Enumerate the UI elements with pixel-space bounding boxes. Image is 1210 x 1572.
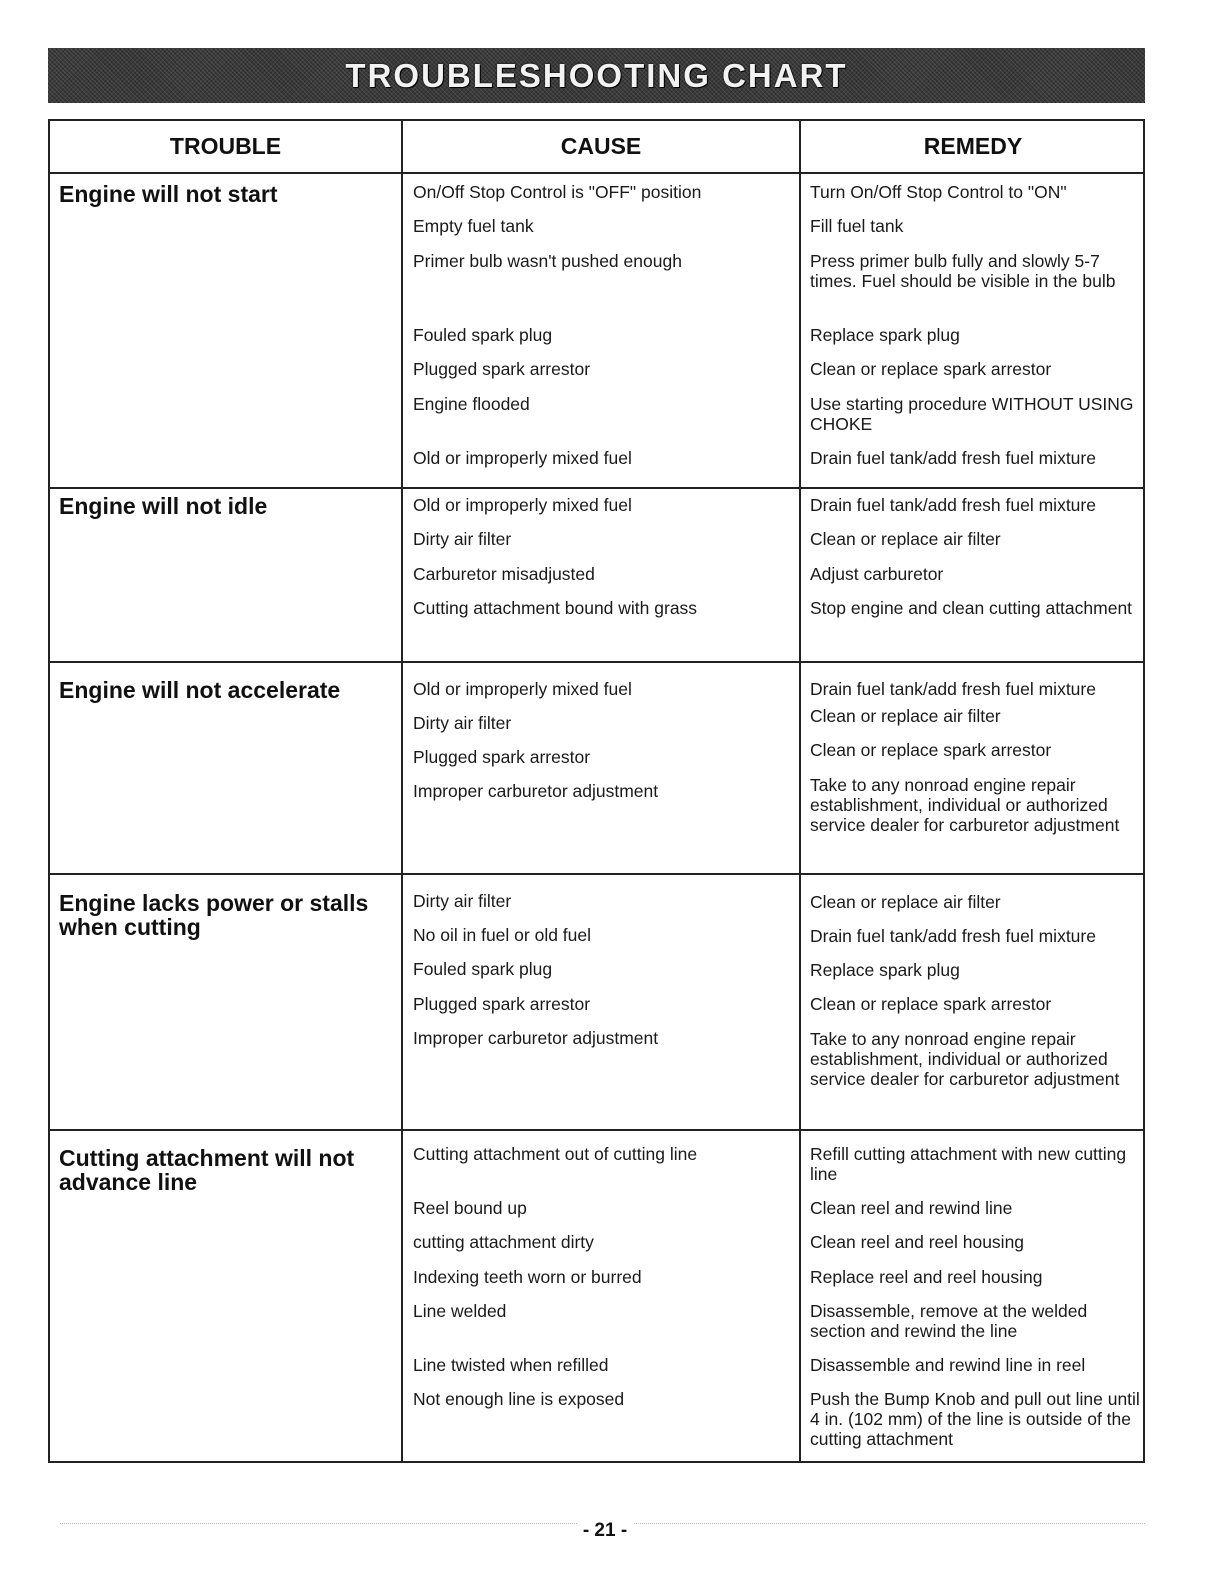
trouble-label: Engine lacks power or stalls when cutting xyxy=(59,890,369,940)
cause-text: Improper carburetor adjustment xyxy=(413,1028,659,1048)
remedy-text: Replace spark plug xyxy=(810,960,960,980)
cause-text: Not enough line is exposed xyxy=(413,1389,625,1409)
trouble-label: Cutting attachment will not advance line xyxy=(59,1145,355,1195)
trouble-label: Engine will not accelerate xyxy=(59,677,341,703)
cause-text: On/Off Stop Control is "OFF" position xyxy=(413,182,702,202)
remedy-text: Drain fuel tank/add fresh fuel mixture xyxy=(810,448,1096,468)
cause-text: cutting attachment dirty xyxy=(413,1232,594,1252)
remedy-text: Disassemble and rewind line in reel xyxy=(810,1355,1086,1375)
table-row xyxy=(50,174,1143,489)
page-number-text: - 21 - xyxy=(577,1520,633,1541)
cause-text: Fouled spark plug xyxy=(413,959,553,979)
remedy-text: Take to any nonroad engine repair establishment, individual or authorized service dealer for carburetor adjustment xyxy=(810,775,1120,835)
remedy-text: Refill cutting attachment with new cutting line xyxy=(810,1144,1127,1184)
cause-text: Plugged spark arrestor xyxy=(413,994,591,1014)
cause-text: Indexing teeth worn or burred xyxy=(413,1267,642,1287)
table-row xyxy=(50,487,1143,663)
trouble-label: Engine will not start xyxy=(59,181,278,207)
cause-text: Empty fuel tank xyxy=(413,216,534,236)
remedy-text: Use starting procedure WITHOUT USING CHOKE xyxy=(810,394,1134,434)
remedy-text: Clean or replace air filter xyxy=(810,892,1001,912)
cause-text: Line welded xyxy=(413,1301,507,1321)
remedy-text: Clean or replace air filter xyxy=(810,529,1001,549)
table-header xyxy=(50,121,1143,174)
page-title: TROUBLESHOOTING CHART xyxy=(345,56,848,94)
trouble-label: Engine will not idle xyxy=(59,493,268,519)
remedy-text: Stop engine and clean cutting attachment xyxy=(810,598,1133,618)
remedy-text: Take to any nonroad engine repair establishment, individual or authorized service dealer for carburetor adjustment xyxy=(810,1029,1120,1089)
cause-text: Old or improperly mixed fuel xyxy=(413,495,632,515)
cause-text: Fouled spark plug xyxy=(413,325,553,345)
remedy-text: Clean reel and reel housing xyxy=(810,1232,1025,1252)
cause-text: Cutting attachment bound with grass xyxy=(413,598,698,618)
cause-text: Improper carburetor adjustment xyxy=(413,781,659,801)
remedy-text: Clean or replace air filter xyxy=(810,706,1001,726)
cause-text: Plugged spark arrestor xyxy=(413,747,591,767)
table-row xyxy=(50,1129,1143,1463)
remedy-text: Disassemble, remove at the welded section and rewind the line xyxy=(810,1301,1088,1341)
cause-text: Old or improperly mixed fuel xyxy=(413,679,632,699)
title-banner xyxy=(48,48,1145,103)
cause-text: No oil in fuel or old fuel xyxy=(413,925,592,945)
table-row xyxy=(50,661,1143,875)
page-number xyxy=(0,1520,1210,1542)
remedy-text: Clean or replace spark arrestor xyxy=(810,740,1052,760)
remedy-text: Drain fuel tank/add fresh fuel mixture xyxy=(810,926,1096,946)
remedy-text: Drain fuel tank/add fresh fuel mixture xyxy=(810,679,1096,699)
header-remedy: REMEDY xyxy=(923,133,1023,159)
cause-text: Dirty air filter xyxy=(413,529,512,549)
cause-text: Engine flooded xyxy=(413,394,530,414)
cause-text: Dirty air filter xyxy=(413,891,512,911)
table-row xyxy=(50,873,1143,1131)
remedy-text: Press primer bulb fully and slowly 5-7 times. Fuel should be visible in the bulb xyxy=(810,251,1116,291)
remedy-text: Turn On/Off Stop Control to "ON" xyxy=(810,182,1067,202)
remedy-text: Clean reel and rewind line xyxy=(810,1198,1013,1218)
cause-text: Cutting attachment out of cutting line xyxy=(413,1144,698,1164)
remedy-text: Clean or replace spark arrestor xyxy=(810,994,1052,1014)
header-cause: CAUSE xyxy=(560,133,642,159)
cause-text: Primer bulb wasn't pushed enough xyxy=(413,251,682,271)
remedy-text: Push the Bump Knob and pull out line until 4 in. (102 mm) of the line is outside of the cutting attachment xyxy=(810,1389,1140,1449)
remedy-text: Adjust carburetor xyxy=(810,564,944,584)
cause-text: Reel bound up xyxy=(413,1198,527,1218)
cause-text: Carburetor misadjusted xyxy=(413,564,595,584)
remedy-text: Clean or replace spark arrestor xyxy=(810,359,1052,379)
cause-text: Plugged spark arrestor xyxy=(413,359,591,379)
remedy-text: Replace reel and reel housing xyxy=(810,1267,1043,1287)
remedy-text: Replace spark plug xyxy=(810,325,960,345)
troubleshooting-table xyxy=(48,119,1145,1463)
cause-text: Dirty air filter xyxy=(413,713,512,733)
remedy-text: Drain fuel tank/add fresh fuel mixture xyxy=(810,495,1096,515)
header-trouble: TROUBLE xyxy=(169,133,282,159)
remedy-text: Fill fuel tank xyxy=(810,216,904,236)
cause-text: Old or improperly mixed fuel xyxy=(413,448,632,468)
cause-text: Line twisted when refilled xyxy=(413,1355,609,1375)
